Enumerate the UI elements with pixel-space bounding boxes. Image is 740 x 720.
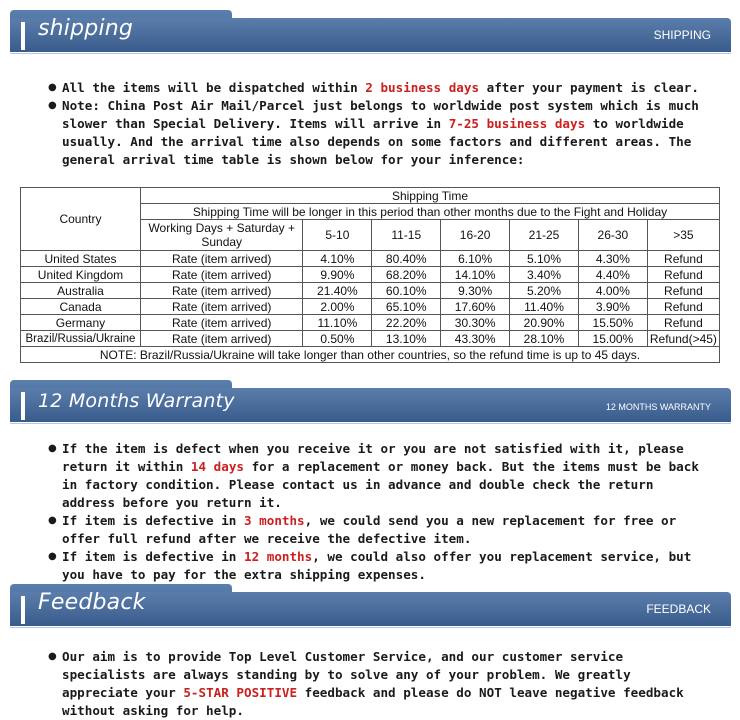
- value-cell: 6.10%: [441, 251, 510, 267]
- text: Our aim is to provide Top Level Customer Service, and our customer service specialists are always standing by to solve any of your problem. We greatly appreciate your: [62, 649, 631, 700]
- longer-period-note: Shipping Time will be longer in this period than other months due to the Fight and Holiday: [140, 204, 719, 220]
- table-row: [21, 299, 720, 315]
- shipping-header-accent: [21, 22, 25, 50]
- text: after your payment is clear.: [479, 80, 699, 95]
- value-cell: Refund: [647, 251, 719, 267]
- shipping-time-table: [20, 187, 720, 363]
- warranty-bullet-3-months: [48, 512, 708, 548]
- table-row: [21, 331, 720, 347]
- shipping-header-underline: [10, 53, 731, 54]
- warranty-title: 12 Months Warranty: [38, 390, 235, 412]
- highlight-5-star: 5-STAR POSITIVE: [183, 685, 298, 700]
- value-cell: 65.10%: [372, 299, 441, 315]
- shipping-header: [10, 10, 731, 54]
- value-cell: 9.90%: [303, 267, 372, 283]
- feedback-bullets: [48, 648, 708, 720]
- feedback-title: Feedback: [38, 590, 146, 615]
- highlight-dispatch-days: 2 business days: [365, 80, 480, 95]
- table-row: [21, 267, 720, 283]
- value-cell: 4.40%: [578, 267, 647, 283]
- warranty-header-accent: [21, 392, 25, 420]
- table-header-row: [21, 188, 720, 204]
- range-header: 5-10: [303, 220, 372, 251]
- days-header: Working Days + Saturday + Sunday: [140, 220, 302, 251]
- value-cell: 4.30%: [578, 251, 647, 267]
- table-row: [21, 315, 720, 331]
- value-cell: Refund: [647, 267, 719, 283]
- text: , we could send you a new replacement for free or offer full refund after we receive the defective item.: [62, 513, 677, 546]
- value-cell: Refund: [647, 283, 719, 299]
- range-header: 26-30: [578, 220, 647, 251]
- rate-cell: Rate (item arrived): [140, 283, 302, 299]
- country-cell: Australia: [21, 283, 141, 299]
- feedback-label: FEEDBACK: [646, 602, 711, 616]
- text: If the item is defect when you receive it or you are not satisfied with it, please return it within: [62, 441, 684, 474]
- value-cell: 11.10%: [303, 315, 372, 331]
- value-cell: 80.40%: [372, 251, 441, 267]
- value-cell: 20.90%: [510, 315, 579, 331]
- text: for a replacement or money back. But the items must be back in factory condition. Please contact us in advance and double check the return address before you return it.: [62, 459, 699, 510]
- value-cell: 4.00%: [578, 283, 647, 299]
- feedback-header-accent: [21, 596, 25, 624]
- country-cell: Brazil/Russia/Ukraine: [21, 331, 141, 347]
- shipping-bullet-note: [48, 97, 708, 169]
- range-header: 11-15: [372, 220, 441, 251]
- country-cell: United States: [21, 251, 141, 267]
- warranty-label: 12 MONTHS WARRANTY: [605, 402, 711, 412]
- table-footnote-row: [21, 347, 720, 363]
- value-cell: 17.60%: [441, 299, 510, 315]
- highlight-3-months: 3 months: [243, 513, 305, 528]
- text: , we could also offer you replacement service, but you have to pay for the extra shipping expenses.: [62, 549, 692, 582]
- text: All the items will be dispatched within: [62, 80, 366, 95]
- country-cell: United Kingdom: [21, 267, 141, 283]
- value-cell: 3.90%: [578, 299, 647, 315]
- value-cell: Refund: [647, 315, 719, 331]
- rate-cell: Rate (item arrived): [140, 299, 302, 315]
- warranty-bullets: [48, 440, 708, 584]
- value-cell: Refund(>45): [647, 331, 719, 347]
- value-cell: 2.00%: [303, 299, 372, 315]
- value-cell: 5.20%: [510, 283, 579, 299]
- value-cell: 5.10%: [510, 251, 579, 267]
- value-cell: 3.40%: [510, 267, 579, 283]
- rate-cell: Rate (item arrived): [140, 267, 302, 283]
- value-cell: 60.10%: [372, 283, 441, 299]
- country-cell: Canada: [21, 299, 141, 315]
- value-cell: 15.50%: [578, 315, 647, 331]
- range-header: 21-25: [510, 220, 579, 251]
- value-cell: 4.10%: [303, 251, 372, 267]
- value-cell: 28.10%: [510, 331, 579, 347]
- text: If item is defective in: [62, 513, 244, 528]
- highlight-arrival-days: 7-25 business days: [448, 116, 586, 131]
- warranty-bullet-12-months: [48, 548, 708, 584]
- text: Note: China Post Air Mail/Parcel just belongs to worldwide post system which is much slower than Special Delivery. Items will arrive in: [62, 98, 699, 131]
- text: If item is defective in: [62, 549, 244, 564]
- value-cell: 22.20%: [372, 315, 441, 331]
- text: to worldwide usually. And the arrival time also depends on some factors and different areas. The general arrival time table is shown below for your inference:: [62, 116, 692, 167]
- shipping-time-header: Shipping Time: [140, 188, 719, 204]
- value-cell: 0.50%: [303, 331, 372, 347]
- warranty-header: [10, 380, 731, 424]
- feedback-bullet: [48, 648, 708, 720]
- table-footnote: NOTE: Brazil/Russia/Ukraine will take longer than other countries, so the refund time is up to 45 days.: [21, 347, 720, 363]
- value-cell: 9.30%: [441, 283, 510, 299]
- shipping-bullets: [48, 79, 708, 169]
- value-cell: 30.30%: [441, 315, 510, 331]
- rate-cell: Rate (item arrived): [140, 251, 302, 267]
- value-cell: 68.20%: [372, 267, 441, 283]
- value-cell: Refund: [647, 299, 719, 315]
- highlight-return-days: 14 days: [190, 459, 244, 474]
- feedback-header-underline: [10, 627, 731, 628]
- text: feedback and please do NOT leave negative feedback without asking for help.: [62, 685, 684, 718]
- value-cell: 15.00%: [578, 331, 647, 347]
- feedback-header: [10, 584, 731, 628]
- country-header: Country: [21, 188, 141, 251]
- warranty-bullet-return: [48, 440, 708, 512]
- value-cell: 11.40%: [510, 299, 579, 315]
- shipping-bullet-dispatch: [48, 79, 708, 97]
- table-row: [21, 283, 720, 299]
- highlight-12-months: 12 months: [243, 549, 313, 564]
- range-header: >35: [647, 220, 719, 251]
- table-row: [21, 251, 720, 267]
- value-cell: 21.40%: [303, 283, 372, 299]
- shipping-label: SHIPPING: [653, 28, 711, 42]
- warranty-header-underline: [10, 423, 731, 424]
- value-cell: 43.30%: [441, 331, 510, 347]
- rate-cell: Rate (item arrived): [140, 315, 302, 331]
- value-cell: 13.10%: [372, 331, 441, 347]
- rate-cell: Rate (item arrived): [140, 331, 302, 347]
- range-header: 16-20: [441, 220, 510, 251]
- country-cell: Germany: [21, 315, 141, 331]
- value-cell: 14.10%: [441, 267, 510, 283]
- shipping-title: shipping: [38, 16, 134, 41]
